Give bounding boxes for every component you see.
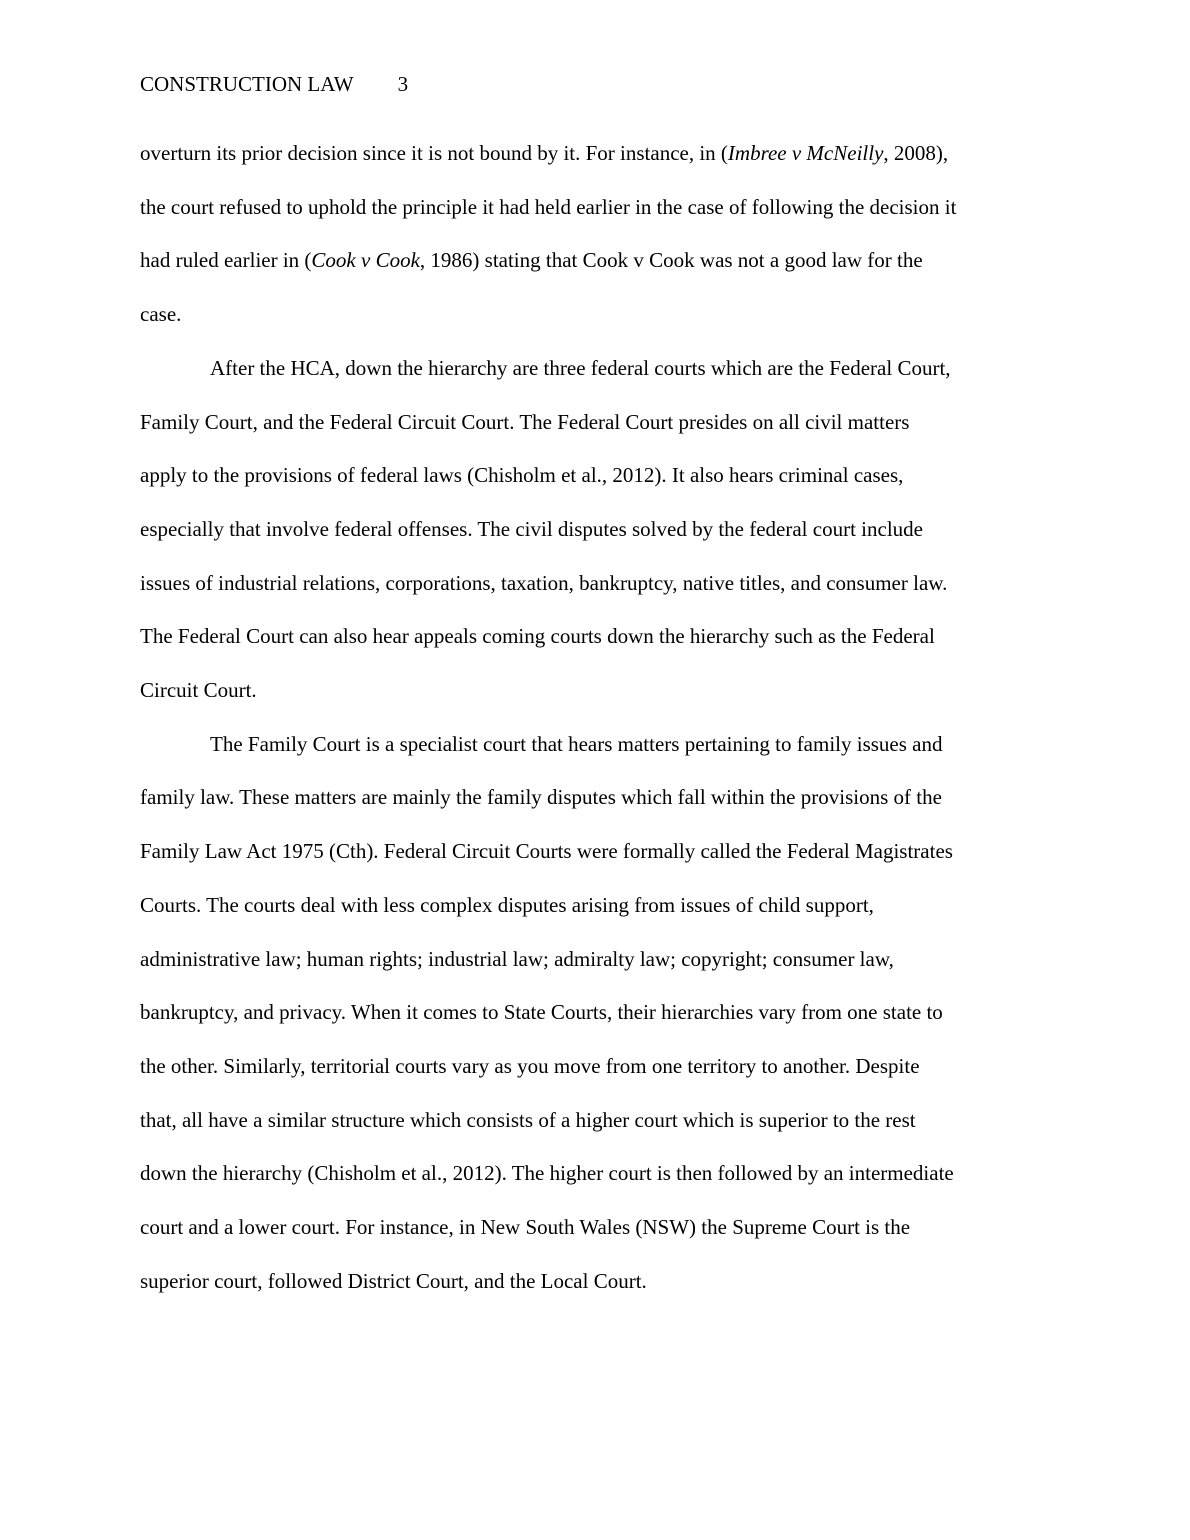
text-line xyxy=(140,234,1055,288)
paragraph-1 xyxy=(140,127,1055,342)
text-run: , 1986) stating that Cook v Cook was not a good law for the xyxy=(419,248,923,273)
paragraph-3 xyxy=(140,718,1055,1309)
text-line: down the hierarchy (Chisholm et al., 2012). The higher court is then followed by an intermediate xyxy=(140,1161,954,1186)
text-run: overturn its prior decision since it is not bound by it. For instance, in ( xyxy=(140,141,728,165)
body-text xyxy=(140,127,1055,1308)
text-line: that, all have a similar structure which consists of a higher court which is superior to the rest xyxy=(140,1107,916,1132)
text-run: had ruled earlier in ( xyxy=(140,248,312,273)
text-line: court and a lower court. For instance, in New South Wales (NSW) the Supreme Court is the xyxy=(140,1215,911,1240)
text-line: bankruptcy, and privacy. When it comes to State Courts, their hierarchies vary from one state to xyxy=(140,1000,943,1025)
text-line: The Federal Court can also hear appeals coming courts down the hierarchy such as the Federal xyxy=(140,624,935,649)
text-run: , 2008), xyxy=(883,141,949,165)
case-citation: Imbree v McNeilly xyxy=(727,141,884,165)
running-title: CONSTRUCTION LAW xyxy=(140,72,354,96)
text-line: apply to the provisions of federal laws (Chisholm et al., 2012). It also hears criminal cases, xyxy=(140,463,904,488)
text-line: case. xyxy=(140,302,182,327)
text-line: issues of industrial relations, corporations, taxation, bankruptcy, native titles, and consumer law. xyxy=(140,570,948,595)
running-head xyxy=(140,70,408,98)
text-line: family law. These matters are mainly the family disputes which fall within the provisions of the xyxy=(140,785,942,810)
text-line: administrative law; human rights; industrial law; admiralty law; copyright; consumer law, xyxy=(140,946,894,971)
text-line: Circuit Court. xyxy=(140,678,257,703)
text-line: Family Law Act 1975 (Cth). Federal Circuit Courts were formally called the Federal Magistrates xyxy=(140,839,953,864)
text-line: the other. Similarly, territorial courts vary as you move from one territory to another. Despite xyxy=(140,1053,920,1078)
text-line: superior court, followed District Court, and the Local Court. xyxy=(140,1268,647,1293)
page-number: 3 xyxy=(397,72,409,96)
text-line: Family Court, and the Federal Circuit Court. The Federal Court presides on all civil matters xyxy=(140,409,910,434)
text-line: especially that involve federal offenses. The civil disputes solved by the federal court include xyxy=(140,516,923,541)
text-line xyxy=(140,127,1055,181)
text-line: After the HCA, down the hierarchy are three federal courts which are the Federal Court, xyxy=(210,355,951,380)
text-line: The Family Court is a specialist court that hears matters pertaining to family issues and xyxy=(210,731,943,756)
text-line: the court refused to uphold the principle it had held earlier in the case of following the decision it xyxy=(140,194,957,219)
text-line: Courts. The courts deal with less complex disputes arising from issues of child support, xyxy=(140,892,874,917)
paragraph-2 xyxy=(140,342,1055,718)
case-citation: Cook v Cook xyxy=(311,248,420,273)
